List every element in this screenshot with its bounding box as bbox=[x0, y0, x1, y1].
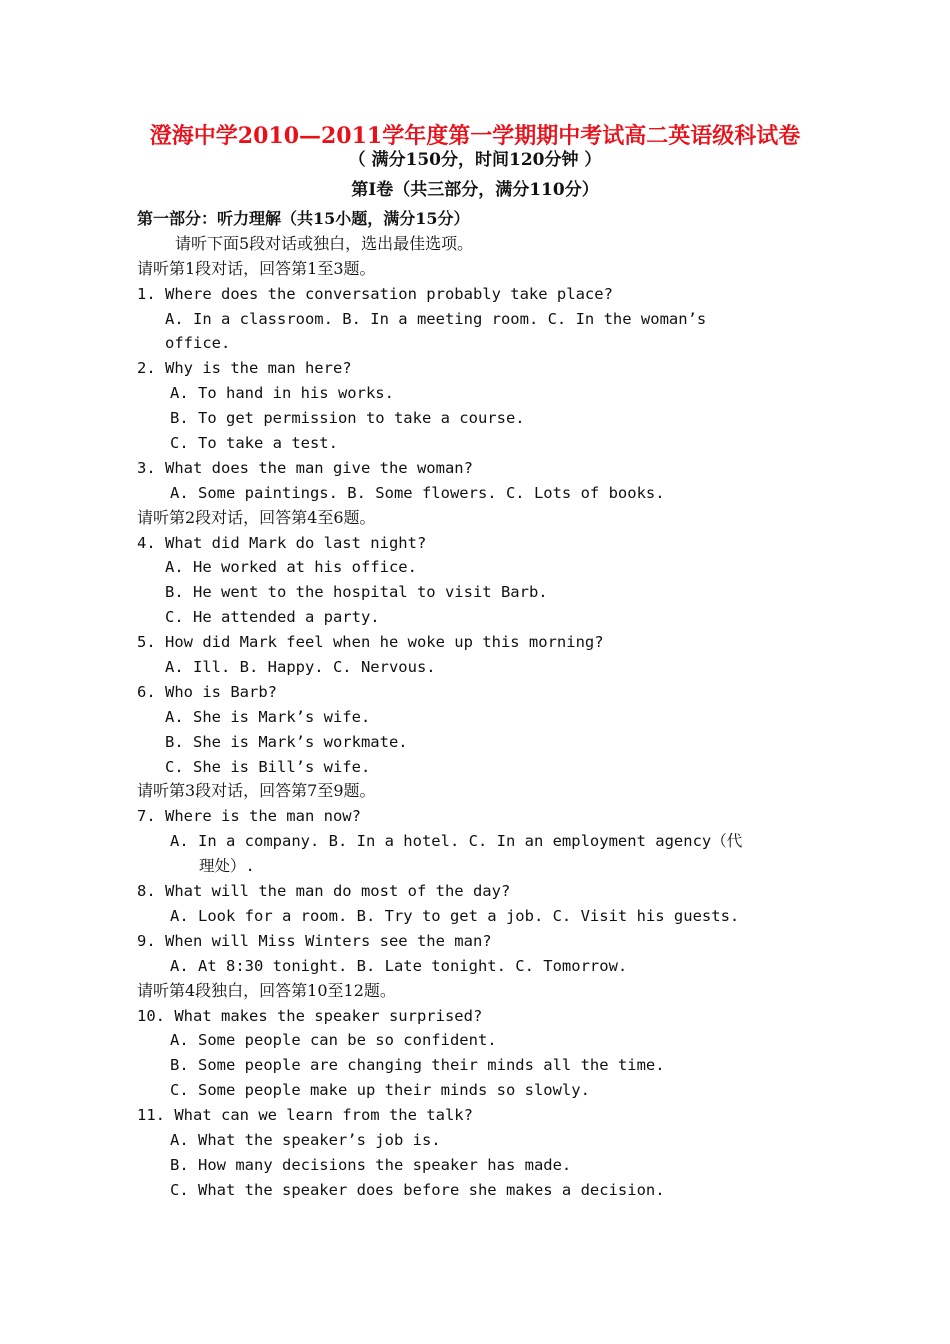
text-line: 请听第1段对话，回答第1至3题。 bbox=[137, 258, 376, 278]
exam-body bbox=[137, 207, 827, 1203]
text-line: B. She is Mark’s workmate. bbox=[165, 732, 408, 751]
text-line: 5. How did Mark feel when he woke up this morning? bbox=[137, 633, 604, 652]
text-line: 4. What did Mark do last night? bbox=[137, 533, 427, 552]
text-line: B. How many decisions the speaker has made. bbox=[170, 1155, 572, 1174]
text-line: 10. What makes the speaker surprised? bbox=[137, 1006, 483, 1025]
text-line: 11. What can we learn from the talk? bbox=[137, 1106, 473, 1125]
text-line: A. She is Mark’s wife. bbox=[165, 707, 371, 726]
text-line: 2. Why is the man here? bbox=[137, 359, 352, 378]
volume-heading: 第Ⅰ卷（共三部分，满分110分） bbox=[351, 180, 599, 200]
exam-title: 澄海中学2010—2011学年度第一学期期中考试高二英语级科试卷 bbox=[149, 123, 801, 149]
text-line: 理处）. bbox=[199, 857, 255, 876]
text-line: A. At 8:30 tonight. B. Late tonight. C. Tomorrow. bbox=[170, 956, 628, 975]
text-line: 第一部分：听力理解（共15小题，满分15分） bbox=[137, 209, 470, 228]
text-line: 请听第4段独白，回答第10至12题。 bbox=[137, 980, 396, 1000]
text-line: 1. Where does the conversation probably take place? bbox=[137, 284, 613, 303]
text-line: A. In a classroom. B. In a meeting room. C. In the woman’s bbox=[165, 309, 707, 328]
text-line: 3. What does the man give the woman? bbox=[137, 458, 473, 477]
text-line: A. He worked at his office. bbox=[165, 558, 417, 577]
text-line: A. What the speaker’s job is. bbox=[170, 1130, 441, 1149]
text-line: A. In a company. B. In a hotel. C. In an employment agency（代 bbox=[170, 832, 743, 851]
text-line: A. Some paintings. B. Some flowers. C. Lots of books. bbox=[170, 483, 665, 502]
text-line: C. Some people make up their minds so slowly. bbox=[170, 1081, 590, 1100]
text-line: C. What the speaker does before she makes a decision. bbox=[170, 1180, 665, 1199]
text-line: B. He went to the hospital to visit Barb. bbox=[165, 583, 548, 602]
text-line: 6. Who is Barb? bbox=[137, 682, 277, 701]
text-line: A. Ill. B. Happy. C. Nervous. bbox=[165, 658, 436, 677]
text-line: 8. What will the man do most of the day? bbox=[137, 882, 511, 901]
text-line: A. To hand in his works. bbox=[170, 384, 394, 403]
text-line: 请听下面5段对话或独白，选出最佳选项。 bbox=[175, 233, 474, 253]
text-line: A. Some people can be so confident. bbox=[170, 1031, 497, 1050]
text-line: 请听第2段对话，回答第4至6题。 bbox=[137, 507, 376, 527]
text-line: B. Some people are changing their minds all the time. bbox=[170, 1056, 665, 1075]
text-line: C. She is Bill’s wife. bbox=[165, 757, 371, 776]
text-line: C. To take a test. bbox=[170, 434, 338, 453]
text-line: B. To get permission to take a course. bbox=[170, 409, 525, 428]
text-line: C. He attended a party. bbox=[165, 608, 380, 627]
text-line: 9. When will Miss Winters see the man? bbox=[137, 931, 492, 950]
text-line: A. Look for a room. B. Try to get a job. C. Visit his guests. bbox=[170, 906, 740, 925]
text-line: 7. Where is the man now? bbox=[137, 807, 361, 826]
text-line: 请听第3段对话，回答第7至9题。 bbox=[137, 781, 376, 801]
exam-score-time: （ 满分150分，时间120分钟 ） bbox=[348, 150, 602, 170]
text-line: office. bbox=[165, 334, 231, 353]
